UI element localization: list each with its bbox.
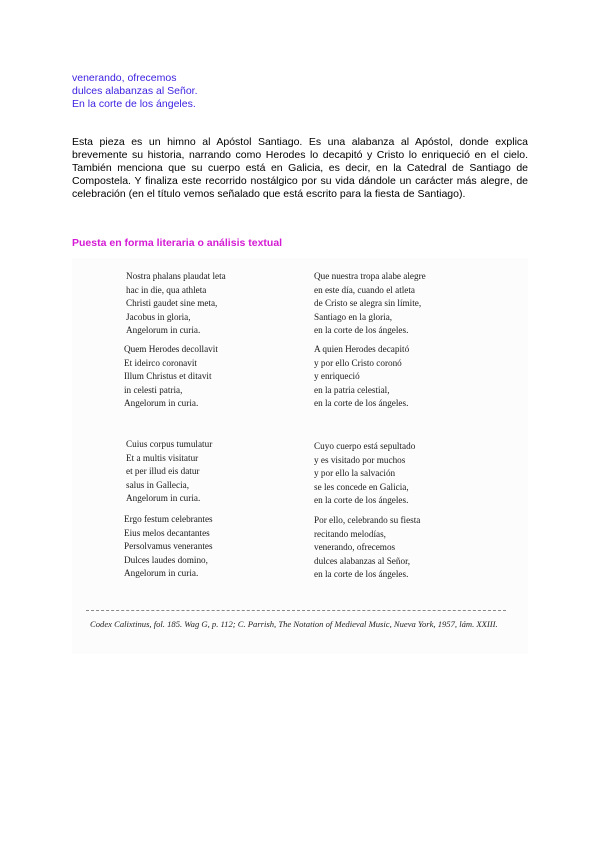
spanish-line: Por ello, celebrando su fiesta <box>314 515 421 525</box>
latin-line: Nostra phalans plaudat leta <box>126 271 226 281</box>
spanish-line: en la corte de los ángeles. <box>314 325 409 335</box>
spanish-line: y por ello la salvación <box>314 468 396 478</box>
spanish-line: se les concede en Galicia, <box>314 481 409 492</box>
spanish-stanza-2 <box>314 343 409 411</box>
source-citation: Codex Calixtinus, fol. 185. Wag G, p. 112; C. Parrish, The Notation of Medieval Music, Nueva York, 1957, lám. XXIII. <box>90 619 498 629</box>
latin-stanza-4 <box>124 513 213 581</box>
latin-line: in celesti patria, <box>124 384 183 395</box>
latin-line: Eius melos decantantes <box>124 527 210 538</box>
spanish-line: y enriqueció <box>314 371 360 381</box>
spanish-line: Que nuestra tropa alabe alegre <box>314 271 426 281</box>
latin-line: Angelorum in curia. <box>126 325 201 335</box>
latin-line: hac in die, qua athleta <box>126 284 207 295</box>
spanish-line: A quien Herodes decapitó <box>314 344 410 354</box>
latin-stanza-2 <box>124 343 218 411</box>
scanned-hymn-image <box>72 258 528 654</box>
spanish-stanza-1 <box>314 270 426 338</box>
spanish-stanza-3 <box>314 440 415 508</box>
spanish-line: en la corte de los ángeles. <box>314 398 409 408</box>
latin-line: Et a multis visitatur <box>126 452 199 463</box>
commentary-paragraph: Esta pieza es un himno al Apóstol Santiago. Es una alabanza al Apóstol, donde explica brevemente su historia, narrando como Herodes lo decapitó y Cristo lo enriqueció en el cielo. También menciona que su cuerpo está en Galicia, es decir, en la Catedral de Santiago de Compostela. Y finaliza este recorrido nostálgico por su vida dándole un carácter más alegre, de celebración (en el título vemos señalado que está escrito para la fiesta de Santiago). <box>72 136 528 200</box>
spanish-line: dulces alabanzas al Señor, <box>314 555 411 566</box>
latin-line: Dulces laudes domino, <box>124 554 208 565</box>
latin-line: Persolvamus venerantes <box>124 541 213 551</box>
latin-line: Angelorum in curia. <box>126 493 201 503</box>
spanish-line: Cuyo cuerpo está sepultado <box>314 441 416 451</box>
latin-line: Illum Christus et ditavit <box>124 371 212 381</box>
latin-line: Angelorum in curia. <box>124 568 199 578</box>
spanish-line: y es visitado por muchos <box>314 454 406 465</box>
spanish-line: en la corte de los ángeles. <box>314 495 409 505</box>
verse-line: dulces alabanzas al Señor. <box>72 85 198 97</box>
latin-stanza-1 <box>126 270 226 338</box>
latin-stanza-3 <box>126 438 212 506</box>
spanish-line: venerando, ofrecemos <box>314 542 396 552</box>
spanish-line: de Cristo se alegra sin límite, <box>314 298 422 308</box>
latin-line: Jacobus in gloria, <box>126 311 191 322</box>
latin-line: Quem Herodes decollavit <box>124 344 218 354</box>
latin-line: et per illud eis datur <box>126 466 200 476</box>
spanish-stanza-4 <box>314 514 420 582</box>
latin-line: Ergo festum celebrantes <box>124 514 213 524</box>
latin-line: Et ideirco coronavit <box>124 357 197 368</box>
section-heading: Puesta en forma literaria o análisis textual <box>72 237 283 249</box>
verse-line: En la corte de los ángeles. <box>72 98 196 110</box>
intro-verse <box>72 72 198 111</box>
spanish-line: y por ello Cristo coronó <box>314 357 402 368</box>
latin-line: Christi gaudet sine meta, <box>126 298 218 308</box>
latin-line: Cuius corpus tumulatur <box>126 439 213 449</box>
spanish-line: en la corte de los ángeles. <box>314 569 409 579</box>
spanish-line: en la patria celestial, <box>314 384 390 395</box>
verse-line: venerando, ofrecemos <box>72 72 177 84</box>
spanish-line: Santiago en la gloria, <box>314 311 393 322</box>
latin-line: Angelorum in curia. <box>124 398 199 408</box>
spanish-line: en este día, cuando el atleta <box>314 284 416 295</box>
latin-line: salus in Gallecia, <box>126 479 190 490</box>
spanish-line: recitando melodías, <box>314 528 386 539</box>
divider <box>86 610 506 611</box>
